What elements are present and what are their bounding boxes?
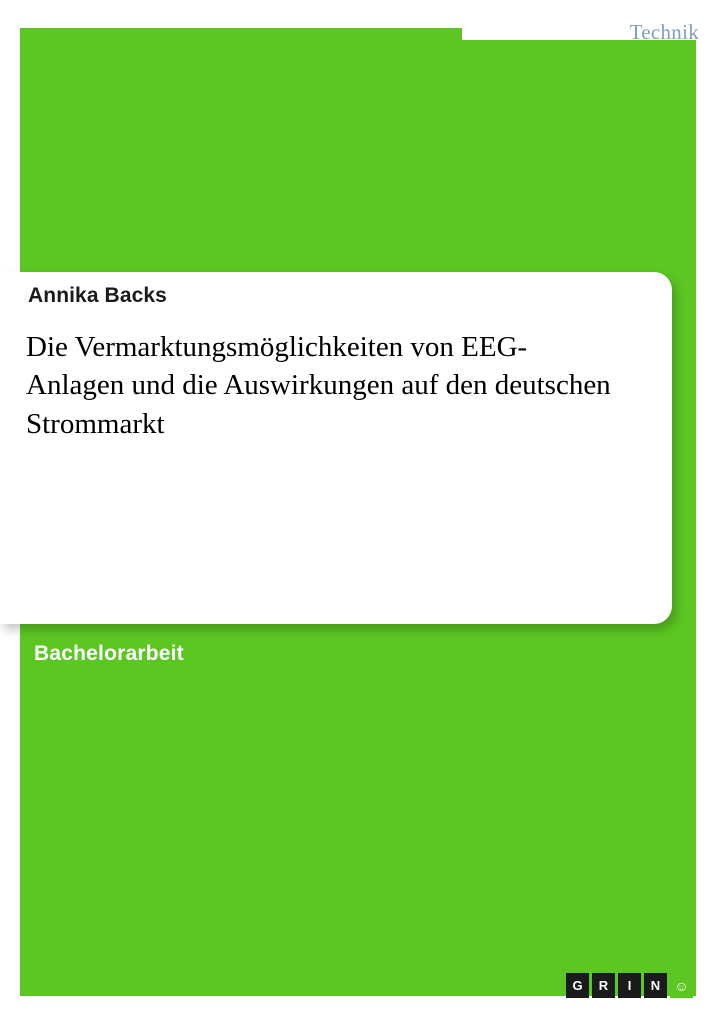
- smiley-icon: ☺: [670, 973, 693, 998]
- title-card: [0, 272, 672, 624]
- category-label: Technik: [629, 20, 699, 44]
- page-title: Die Vermarktungsmöglichkeiten von EEG-Anlagen und die Auswirkungen auf den deutschen Strommarkt: [26, 331, 611, 440]
- logo-letter-i: I: [618, 973, 641, 998]
- logo-letter-n: N: [644, 973, 667, 998]
- author-name: Annika Backs: [28, 284, 167, 307]
- logo-letter-r: R: [592, 973, 615, 998]
- logo-letter-g: G: [566, 973, 589, 998]
- grin-logo: [566, 973, 693, 998]
- document-type-label: Bachelorarbeit: [34, 642, 184, 665]
